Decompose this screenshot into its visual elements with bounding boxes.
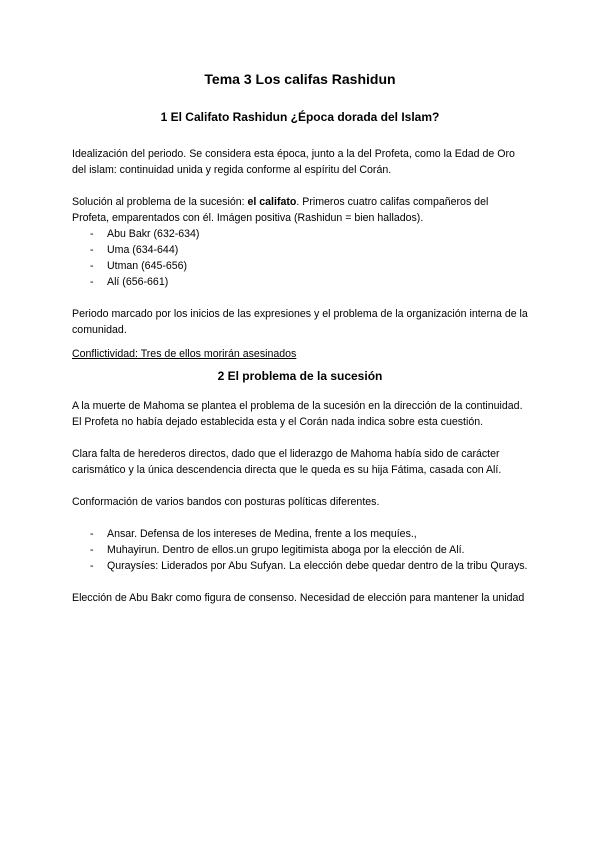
list-item: - Utman (645-656) [90, 258, 528, 274]
paragraph-text: Solución al problema de la sucesión: [72, 196, 248, 208]
paragraph-text: . Primeros cuatro califas compañeros del Profeta, emparentados con él. Imágen positiva (Rashidun = bien hallados). [72, 196, 489, 224]
section2-paragraph-1: A la muerte de Mahoma se plantea el problema de la sucesión en la dirección de la continuidad. El Profeta no había dejado establecida esta y el Corán nada indica sobre esta cuestión. [72, 400, 523, 428]
list-item: - Muhayirun. Dentro de ellos.un grupo legitimista aboga por la elección de Alí. [90, 542, 528, 558]
section1-paragraph-1: Idealización del periodo. Se considera esta época, junto a la del Profeta, como la Edad de Oro del islam: continuidad unida y regida conforme al espíritu del Corán. [72, 148, 515, 176]
califato-bold: el califato [247, 196, 297, 208]
document-title: Tema 3 Los califas Rashidun [204, 71, 396, 87]
conflict-note: Conflictividad: Tres de ellos morirán asesinados [72, 348, 297, 360]
section1-paragraph-2 [72, 194, 528, 226]
section1-paragraph-3: Periodo marcado por los inicios de las expresiones y el problema de la organización interna de la comunidad. [72, 308, 528, 336]
list-item: - Uma (634-644) [90, 242, 528, 258]
list-item: - Quraysíes: Liderados por Abu Sufyan. La elección debe quedar dentro de la tribu Qurays. [90, 558, 528, 574]
section2-heading: 2 El problema de la sucesión [217, 369, 383, 383]
document-content [72, 70, 528, 606]
section2-paragraph-4: Elección de Abu Bakr como figura de consenso. Necesidad de elección para mantener la unidad [72, 592, 525, 604]
list-item: - Alí (656-661) [90, 274, 528, 290]
section2-paragraph-2: Clara falta de herederos directos, dado que el liderazgo de Mahoma había sido de carácter carismático y la única descendencia directa que le queda es su hija Fátima, casada con Alí. [72, 448, 502, 476]
section1-heading: 1 El Califato Rashidun ¿Época dorada del Islam? [160, 110, 440, 124]
list-item: - Ansar. Defensa de los intereses de Medina, frente a los mequíes., [90, 526, 528, 542]
caliphs-list [72, 226, 528, 290]
factions-list [72, 526, 528, 574]
section2-paragraph-3: Conformación de varios bandos con posturas políticas diferentes. [72, 496, 380, 508]
list-item: - Abu Bakr (632-634) [90, 226, 528, 242]
